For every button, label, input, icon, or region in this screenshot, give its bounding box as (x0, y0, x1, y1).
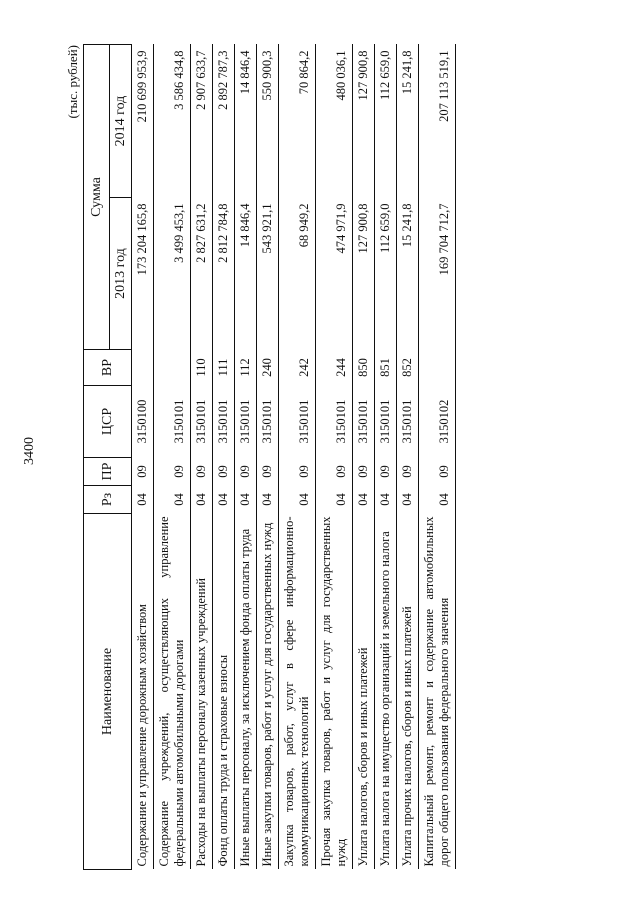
budget-table (83, 44, 456, 870)
row-name: Расходы на выплаты персоналу казенных учреждений (191, 514, 213, 870)
row-name: Уплата прочих налогов, сборов и иных платежей (397, 514, 419, 870)
table-row (316, 45, 353, 870)
row-pr: 09 (375, 458, 397, 486)
rotated-page-content (65, 40, 585, 870)
row-pr: 09 (257, 458, 279, 486)
row-2013: 169 704 712,7 (419, 198, 456, 350)
row-csr: 3150101 (257, 386, 279, 458)
row-vr: 851 (375, 350, 397, 386)
row-vr: 112 (235, 350, 257, 386)
row-rz: 04 (279, 486, 316, 514)
row-rz: 04 (397, 486, 419, 514)
row-csr: 3150100 (132, 386, 154, 458)
row-csr: 3150101 (316, 386, 353, 458)
row-2014: 15 241,8 (397, 45, 419, 198)
row-2013: 14 846,4 (235, 198, 257, 350)
row-name: Капитальный ремонт, ремонт и содержание автомобильных дорог общего пользования федерального значения (419, 514, 456, 870)
row-vr: 110 (191, 350, 213, 386)
row-2014: 480 036,1 (316, 45, 353, 198)
row-csr: 3150101 (154, 386, 191, 458)
row-vr: 242 (279, 350, 316, 386)
table-row (375, 45, 397, 870)
row-2014: 3 586 434,8 (154, 45, 191, 198)
row-name: Закупка товаров, работ, услуг в сфере информационно-коммуникационных технологий (279, 514, 316, 870)
row-vr (132, 350, 154, 386)
header-csr: ЦСР (84, 386, 132, 458)
row-csr: 3150101 (375, 386, 397, 458)
row-csr: 3150101 (279, 386, 316, 458)
table-row (353, 45, 375, 870)
row-pr: 09 (191, 458, 213, 486)
row-2013: 2 827 631,2 (191, 198, 213, 350)
row-rz: 04 (213, 486, 235, 514)
row-rz: 04 (132, 486, 154, 514)
row-rz: 04 (316, 486, 353, 514)
row-pr: 09 (235, 458, 257, 486)
table-row (154, 45, 191, 870)
row-name: Уплата налога на имущество организаций и земельного налога (375, 514, 397, 870)
row-2014: 127 900,8 (353, 45, 375, 198)
row-2013: 112 659,0 (375, 198, 397, 350)
row-2014: 550 900,3 (257, 45, 279, 198)
row-vr: 852 (397, 350, 419, 386)
header-2013: 2013 год (110, 198, 132, 350)
row-name: Фонд оплаты труда и страховые взносы (213, 514, 235, 870)
row-name: Прочая закупка товаров, работ и услуг для государственных нужд (316, 514, 353, 870)
row-name: Уплата налогов, сборов и иных платежей (353, 514, 375, 870)
table-row (235, 45, 257, 870)
row-2013: 3 499 453,1 (154, 198, 191, 350)
row-pr: 09 (397, 458, 419, 486)
row-pr: 09 (353, 458, 375, 486)
page-number: 3400 (22, 437, 37, 465)
table-row (257, 45, 279, 870)
row-pr: 09 (316, 458, 353, 486)
table-row (419, 45, 456, 870)
row-csr: 3150101 (353, 386, 375, 458)
row-vr: 850 (353, 350, 375, 386)
row-pr: 09 (419, 458, 456, 486)
row-csr: 3150101 (213, 386, 235, 458)
row-2014: 112 659,0 (375, 45, 397, 198)
row-vr: 240 (257, 350, 279, 386)
header-rz: Рз (84, 486, 132, 514)
header-vr: ВР (84, 350, 132, 386)
table-header (84, 45, 132, 870)
row-pr: 09 (213, 458, 235, 486)
row-2013: 2 812 784,8 (213, 198, 235, 350)
row-2013: 127 900,8 (353, 198, 375, 350)
row-csr: 3150101 (235, 386, 257, 458)
row-2013: 543 921,1 (257, 198, 279, 350)
row-rz: 04 (419, 486, 456, 514)
row-name: Иные выплаты персоналу, за исключением фонда оплаты труда (235, 514, 257, 870)
row-2013: 474 971,9 (316, 198, 353, 350)
row-rz: 04 (375, 486, 397, 514)
header-pr: ПР (84, 458, 132, 486)
row-2014: 70 864,2 (279, 45, 316, 198)
row-rz: 04 (191, 486, 213, 514)
header-name: Наименование (84, 514, 132, 870)
row-2014: 14 846,4 (235, 45, 257, 198)
units-note: (тыс. рублей) (65, 45, 80, 119)
row-2014: 207 113 519,1 (419, 45, 456, 198)
table-row (279, 45, 316, 870)
table-row (213, 45, 235, 870)
row-csr: 3150101 (191, 386, 213, 458)
row-2014: 2 907 633,7 (191, 45, 213, 198)
row-rz: 04 (154, 486, 191, 514)
row-name: Иные закупки товаров, работ и услуг для государственных нужд (257, 514, 279, 870)
row-2014: 2 892 787,3 (213, 45, 235, 198)
row-pr: 09 (132, 458, 154, 486)
row-csr: 3150101 (397, 386, 419, 458)
row-name: Содержание и управление дорожным хозяйством (132, 514, 154, 870)
row-vr (154, 350, 191, 386)
row-vr: 111 (213, 350, 235, 386)
row-2013: 173 204 165,8 (132, 198, 154, 350)
header-2014: 2014 год (110, 45, 132, 198)
row-pr: 09 (279, 458, 316, 486)
row-2013: 15 241,8 (397, 198, 419, 350)
row-rz: 04 (353, 486, 375, 514)
row-pr: 09 (154, 458, 191, 486)
header-sum: Сумма (84, 45, 110, 350)
row-csr: 3150102 (419, 386, 456, 458)
table-row (132, 45, 154, 870)
row-2013: 68 949,2 (279, 198, 316, 350)
row-2014: 210 699 953,9 (132, 45, 154, 198)
table-body (132, 45, 456, 870)
row-rz: 04 (235, 486, 257, 514)
row-vr (419, 350, 456, 386)
row-vr: 244 (316, 350, 353, 386)
table-row (191, 45, 213, 870)
row-name: Содержание учреждений, осуществляющих управление федеральными автомобильными дорогами (154, 514, 191, 870)
table-row (397, 45, 419, 870)
row-rz: 04 (257, 486, 279, 514)
